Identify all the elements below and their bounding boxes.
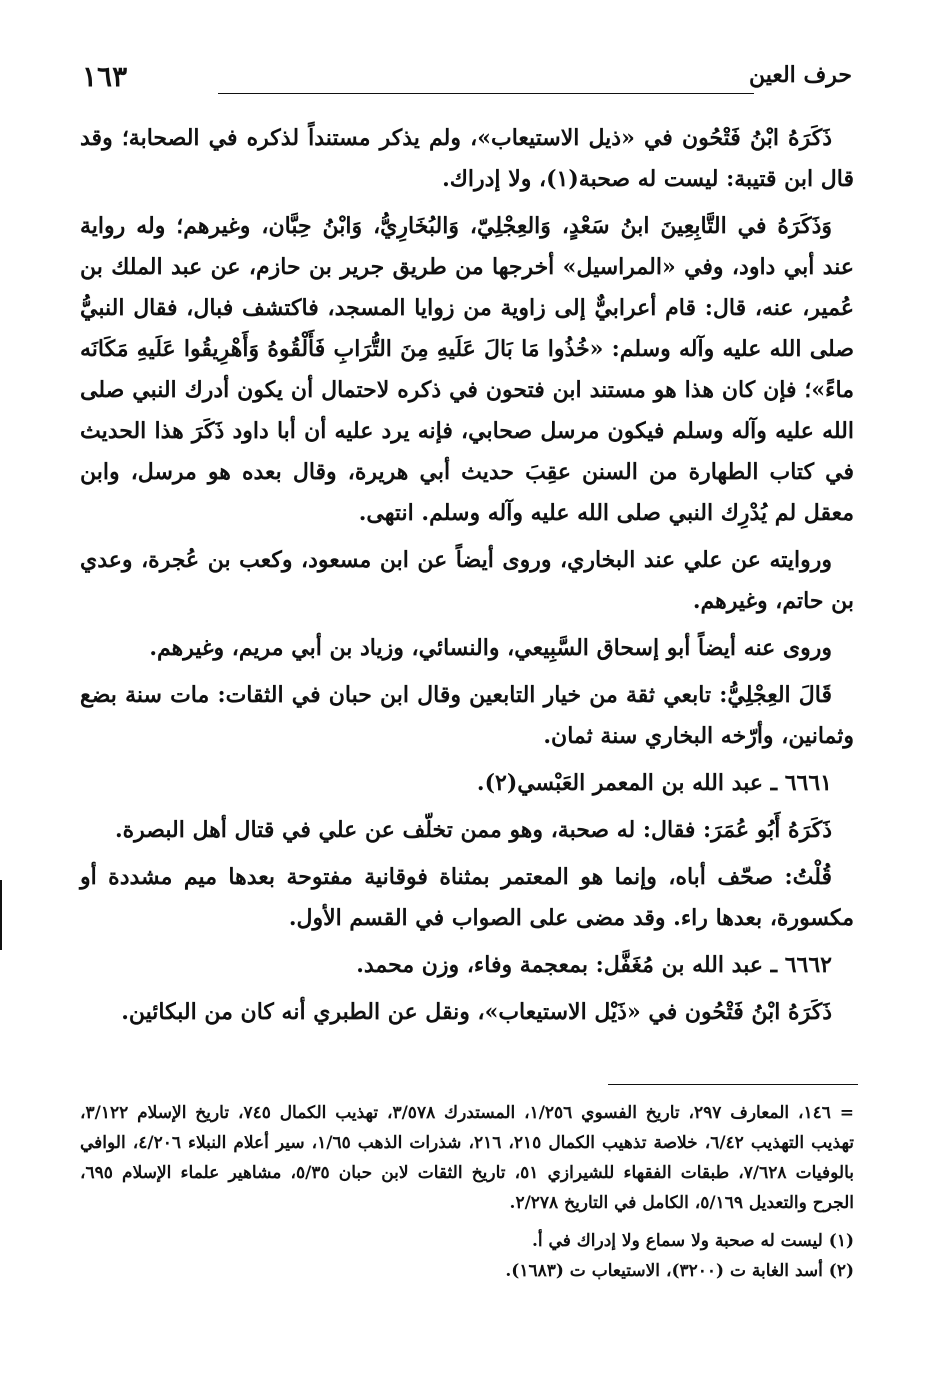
paragraph: قَالَ العِجْلِيُّ: تابعي ثقة من خيار التابعين وقال ابن حبان في الثقات: مات سنة بضع وثمانين، وأرّخه البخاري سنة ثمان. [80, 682, 854, 749]
paragraph: وروى عنه أيضاً أبو إسحاق السَّبِيعي، والنسائي، وزياد بن أبي مريم، وغيرهم. [149, 635, 832, 661]
paragraph: وَذَكَرَهُ في التَّابِعِينَ ابنُ سَعْدٍ، وَالعِجْلِيّ، وَالبُخَارِيُّ، وَابْنُ حِبَّان، وغيرهم؛ وله رواية عند أبي داود، وفي «المراسيل» أخرجها من طريق جرير بن حازم، عن عبد الملك بن عُمير، عنه، قال: قام أعرابيٌّ إلى زاوية من زوايا المسجد، فاكتشف فبال، فقال النبيُّ صلى الله عليه وآله وسلم: «خُذُوا مَا بَالَ عَلَيهِ مِنَ التُّرَابِ فَأَلْقُوهُ وَأَهْرِيقُوا عَلَيهِ مَكَانَه ماءً»؛ فإن كان هذا هو مستند ابن فتحون في ذكره لاحتمال أن يكون أدرك النبي صلى الله عليه وآله وسلم فيكون مرسل صحابي، فإنه يرد عليه أن أبا داود ذَكَرَ هذا الحديث في كتاب الطهارة من السنن عقِبَ حديث أبي هريرة، وقال بعده هو مرسل، وابن معقل لم يُدْرِك النبي صلى الله عليه وآله وسلم. انتهى. [80, 213, 854, 526]
entry-heading: ٦٦٦١ ـ عبد الله بن المعمر العَبْسي(٢). [476, 770, 832, 796]
footnotes [80, 1098, 854, 1286]
footnote: (٢) أسد الغابة ت (٣٢٠٠)، الاستيعاب ت (١٦٨٣). [505, 1261, 854, 1281]
margin-mark [0, 880, 2, 950]
header-rule [218, 93, 754, 94]
paragraph: ذَكَرَهُ أَبُو عُمَرَ: فقال: له صحبة، وهو ممن تخلّف عن علي في قتال أهل البصرة. [114, 817, 832, 843]
footnote-continuation: = ١٤٦، المعارف ٢٩٧، تاريخ الفسوي ١/٢٥٦، المستدرك ٣/٥٧٨، تهذيب الكمال ٧٤٥، تاريخ الإسلام ٣/١٢٢، تهذيب التهذيب ٦/٤٢، خلاصة تذهيب الكمال ٢١٥، ٢١٦، شذرات الذهب ١/٦٥، سير أعلام النبلاء ٤/٢٠٦، الوافي بالوفيات ٧/٦٢٨، طبقات الفقهاء للشيرازي ٥١، تاريخ الثقات لابن حبان ٥/٣٥، مشاهير علماء الإسلام ٦٩٥، الجرح والتعديل ٥/١٦٩، الكامل في التاريخ ٢/٢٧٨. [80, 1103, 855, 1213]
paragraph: ذَكَرَهُ ابْنُ فَتْحُون في «ذَيْل الاستيعاب»، ونقل عن الطبري أنه كان من البكائين. [121, 999, 832, 1025]
paragraph: قُلْتُ: صحّف أباه، وإنما هو المعتمر بمثناة فوقانية مفتوحة بعدها ميم مشددة أو مكسورة، بعدها راء. وقد مضى على الصواب في القسم الأول. [80, 864, 854, 931]
running-title: حرف العين [748, 62, 852, 88]
page-header [82, 60, 852, 100]
footnote: (١) ليست له صحبة ولا سماع ولا إدراك في أ. [532, 1231, 854, 1251]
paragraph: وروايته عن علي عند البخاري، وروى أيضاً عن ابن مسعود، وكعب بن عُجرة، وعدي بن حاتم، وغيرهم. [80, 547, 854, 614]
main-text [80, 118, 854, 1039]
paragraph: ذَكَرَهُ ابْنُ فَتْحُون في «ذيل الاستيعاب»، ولم يذكر مستنداً لذكره في الصحابة؛ وقد قال ابن قتيبة: ليست له صحبة(١)، ولا إدراك. [80, 125, 854, 192]
page-number: ١٦٣ [82, 60, 128, 93]
footnote-separator [608, 1084, 858, 1085]
entry-heading: ٦٦٦٢ ـ عبد الله بن مُغَفَّل: بمعجمة وفاء، وزن محمد. [356, 952, 832, 978]
